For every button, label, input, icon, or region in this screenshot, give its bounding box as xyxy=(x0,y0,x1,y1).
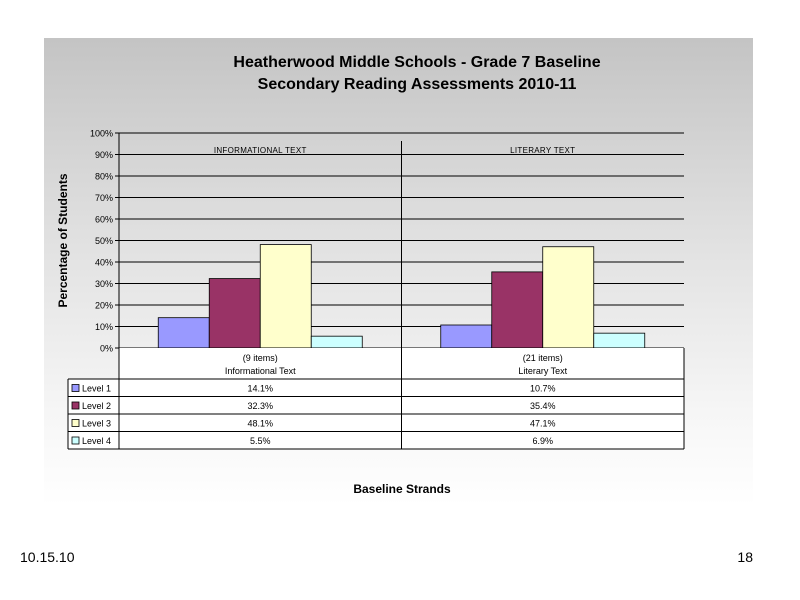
y-tick-label: 20% xyxy=(94,300,113,311)
data-label: 35.4% xyxy=(529,401,556,411)
bar xyxy=(543,247,594,348)
bar xyxy=(311,336,362,348)
y-tick-label: 30% xyxy=(94,279,113,289)
data-label: 48.1% xyxy=(247,418,274,429)
category-label: Literary Text xyxy=(518,366,568,376)
data-label: 5.5% xyxy=(249,436,271,446)
x-axis-label: Baseline Strands xyxy=(353,482,451,496)
category-count-label: (21 items) xyxy=(522,353,563,363)
bar xyxy=(260,245,311,348)
legend-label: Level 2 xyxy=(82,401,112,411)
page-number: 18 xyxy=(737,549,753,565)
data-label: 10.7% xyxy=(529,383,556,394)
bar xyxy=(441,325,492,348)
y-tick-label: 10% xyxy=(94,322,113,332)
legend-swatch xyxy=(72,402,79,409)
y-tick-label: 100% xyxy=(89,128,113,139)
y-tick-label: 80% xyxy=(94,171,113,182)
legend-label: Level 4 xyxy=(82,436,112,446)
legend-swatch xyxy=(72,385,79,392)
chart-panel xyxy=(44,38,753,506)
bar xyxy=(209,279,260,348)
y-tick-label: 60% xyxy=(94,214,113,225)
data-label: 14.1% xyxy=(247,383,274,394)
y-tick-label: 50% xyxy=(94,236,113,246)
legend-swatch xyxy=(72,437,79,444)
bar xyxy=(594,333,645,348)
category-count-label: (9 items) xyxy=(242,353,278,363)
bar xyxy=(492,272,543,348)
data-label: 32.3% xyxy=(247,401,274,411)
category-label: Informational Text xyxy=(224,366,296,376)
bar xyxy=(158,318,209,348)
y-tick-label: 40% xyxy=(94,257,113,268)
legend-swatch xyxy=(72,420,79,427)
bar-chart xyxy=(44,38,753,506)
legend-label: Level 3 xyxy=(82,418,112,429)
footer-date: 10.15.10 xyxy=(20,549,75,565)
y-axis-label: Percentage of Students xyxy=(56,173,70,308)
panel-label: INFORMATIONAL TEXT xyxy=(213,146,307,155)
data-label: 47.1% xyxy=(529,418,556,429)
data-label: 6.9% xyxy=(532,436,554,446)
y-tick-label: 0% xyxy=(99,343,113,354)
y-tick-label: 70% xyxy=(94,193,113,203)
legend-label: Level 1 xyxy=(82,383,112,394)
chart-title-line: Secondary Reading Assessments 2010-11 xyxy=(257,76,577,93)
chart-title-line: Heatherwood Middle Schools - Grade 7 Baseline xyxy=(233,54,601,71)
y-tick-label: 90% xyxy=(94,150,113,160)
panel-label: LITERARY TEXT xyxy=(510,146,576,155)
